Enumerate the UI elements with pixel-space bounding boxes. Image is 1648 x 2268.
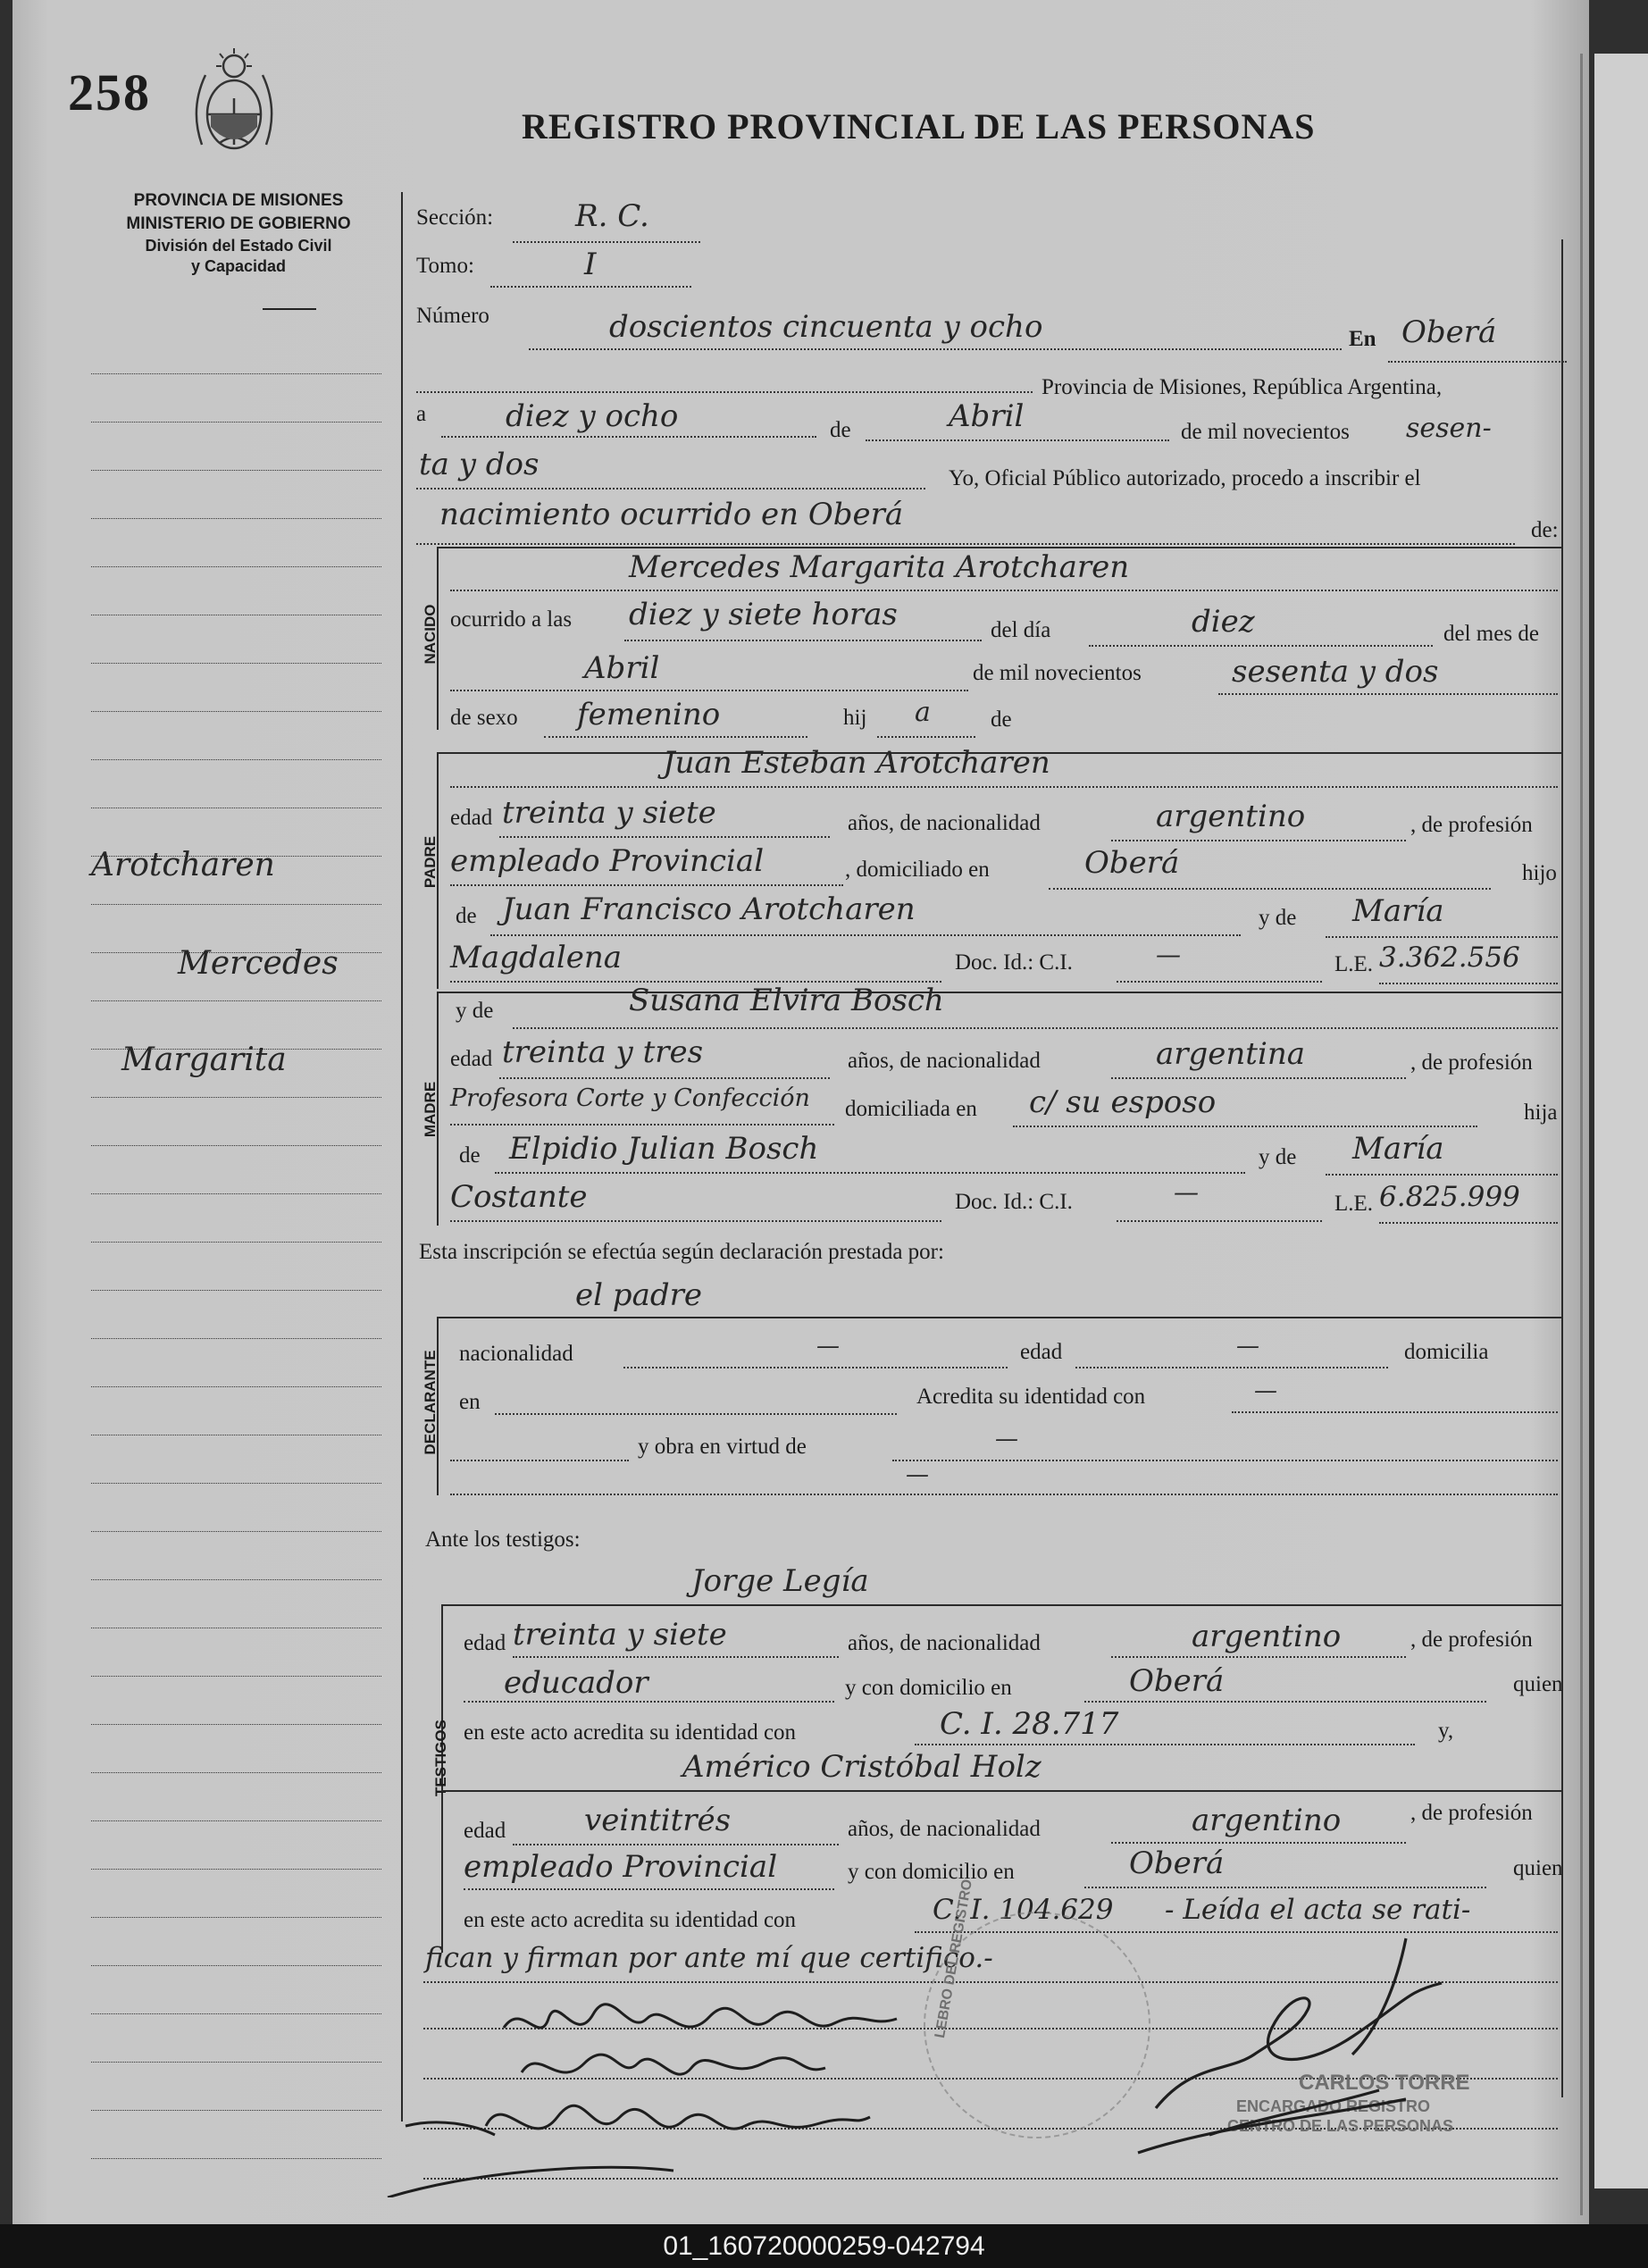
- madre-madre-line: [1326, 1174, 1558, 1176]
- padre-edad-value: treinta y siete: [502, 795, 716, 831]
- testigo2-nac-value: argentino: [1192, 1803, 1342, 1838]
- declarante-value: el padre: [575, 1277, 702, 1313]
- margin-ruled-line: [91, 1579, 381, 1580]
- testigo1-nombre-value: Jorge Legía: [691, 1563, 869, 1599]
- madre-doc-label: Doc. Id.: C.I.: [955, 1190, 1073, 1214]
- provincia-label: Provincia de Misiones, República Argentina,: [1042, 375, 1443, 399]
- padre-nac-line: [1111, 840, 1406, 841]
- declarante-extra-line: [450, 1494, 1558, 1495]
- testigo1-nac-line: [1111, 1656, 1406, 1658]
- seccion-label: Sección:: [416, 205, 494, 230]
- madre-nombre-line: [513, 1027, 1558, 1029]
- padre-nombre-value: Juan Esteban Arotcharen: [663, 745, 1050, 781]
- madre-edad-label: edad: [450, 1047, 493, 1071]
- margin-ruled-line: [91, 1917, 381, 1918]
- declarante-top-rule: [437, 1317, 1562, 1318]
- margin-ruled-line: [91, 1676, 381, 1677]
- margin-ruled-line: [91, 663, 381, 664]
- madre-madre2-line: [450, 1220, 941, 1222]
- testigo2-quien-label: quien: [1513, 1856, 1563, 1880]
- padre-nombre-line: [450, 786, 1558, 788]
- declarante-edad-line: [1075, 1367, 1388, 1368]
- anio-line: [416, 488, 925, 490]
- padre-padre-value: Juan Francisco Arotcharen: [502, 891, 916, 927]
- testigo2-nac-line: [1111, 1842, 1406, 1844]
- de2-label: de: [991, 707, 1012, 732]
- margin-ruled-line: [91, 422, 381, 423]
- de-mil-label: de mil novecientos: [1181, 420, 1350, 444]
- margin-ruled-line: [91, 759, 381, 760]
- declarante-nac-label: nacionalidad: [459, 1342, 573, 1366]
- margin-firstname: Mercedes: [178, 945, 339, 982]
- ministry-block: [91, 189, 386, 277]
- closing-line-1: - Leída el acta se rati-: [1165, 1894, 1471, 1926]
- del-mes-label: del mes de: [1443, 622, 1539, 646]
- margin-ruled-line: [91, 711, 381, 712]
- padre-dom-value: Oberá: [1084, 845, 1180, 881]
- ministry-line2: MINISTERIO DE GOBIERNO: [126, 214, 351, 233]
- madre-yde2-label: y de: [1259, 1145, 1297, 1169]
- testigo1-acredita-label: en este acto acredita su identidad con: [464, 1720, 797, 1745]
- testigo1-id-line: [915, 1744, 1415, 1745]
- margin-ruled-line: [91, 1483, 381, 1484]
- nacido-top-rule: [437, 547, 1562, 548]
- lugar-line: [1388, 361, 1567, 363]
- declarante-obra-dash: —: [995, 1426, 1018, 1452]
- testigo1-nac-value: argentino: [1192, 1619, 1342, 1654]
- padre-madre-value-2: Magdalena: [450, 940, 623, 975]
- tomo-label: Tomo:: [416, 254, 474, 278]
- margin-ruled-line: [91, 1820, 381, 1821]
- testigo1-dom-line: [1084, 1701, 1486, 1703]
- de-colon-label: de:: [1531, 518, 1559, 542]
- testigo2-prof-value: empleado Provincial: [464, 1849, 778, 1885]
- madre-prof-value: Profesora Corte y Confección: [450, 1084, 810, 1112]
- dia-line: [1089, 645, 1433, 647]
- padre-doc-label: Doc. Id.: C.I.: [955, 950, 1073, 975]
- del-dia-label: del día: [991, 618, 1051, 642]
- padre-prof-line: [450, 884, 843, 886]
- declaracion-label: Esta inscripción se efectúa según declaración prestada por:: [419, 1240, 944, 1264]
- ministry-rule: [263, 308, 316, 310]
- testigos-top-rule: [441, 1604, 1562, 1606]
- sexo-value: femenino: [577, 697, 721, 732]
- dia-value: diez: [1192, 604, 1255, 640]
- margin-surname: Arotcharen: [91, 847, 275, 883]
- padre-le-line: [1379, 983, 1558, 984]
- image-id-label: 01_160720000259-042794: [663, 2231, 985, 2261]
- margin-ruled-line: [91, 1869, 381, 1870]
- madre-ci-value: —: [1174, 1177, 1199, 1207]
- ocurrido-label: ocurrido a las: [450, 607, 573, 632]
- lugar-value: Oberá: [1401, 314, 1497, 350]
- testigo2-edad-label: edad: [464, 1819, 506, 1843]
- witness-signatures: [370, 1992, 924, 2197]
- page-gutter: [1580, 54, 1583, 2215]
- margin-ruled-line: [91, 2158, 381, 2159]
- testigos-side-label: TESTIGOS: [432, 1720, 449, 1796]
- madre-le-line: [1379, 1222, 1558, 1224]
- madre-hija-label: hija: [1524, 1101, 1558, 1125]
- padre-edad-label: edad: [450, 806, 493, 830]
- nacido-side-label: NACIDO: [422, 604, 439, 665]
- yo-oficial-label: Yo, Oficial Público autorizado, procedo a inscribir el: [949, 466, 1421, 490]
- declarante-side-label: DECLARANTE: [422, 1350, 439, 1455]
- declarante-obra-label: y obra en virtud de: [638, 1435, 807, 1459]
- footer-bar: [0, 2224, 1648, 2268]
- madre-nac-value: argentina: [1156, 1036, 1306, 1072]
- margin-ruled-line: [91, 1000, 381, 1001]
- tomo-line: [490, 286, 691, 288]
- testigo2-dom-label: y con domicilio en: [848, 1860, 1015, 1884]
- stamp-right-name: CARLOS TORRE: [1299, 2071, 1470, 2095]
- anio-nac-value: sesenta y dos: [1232, 654, 1439, 690]
- numero-line: [529, 348, 1342, 350]
- form-right-border: [1561, 239, 1563, 2097]
- hora-value: diez y siete horas: [629, 597, 898, 632]
- anio-nac-line: [1218, 693, 1558, 695]
- testigo1-prof-label: , de profesión: [1410, 1628, 1533, 1652]
- margin-ruled-line: [91, 1145, 381, 1146]
- testigo1-id-value: C. I. 28.717: [940, 1706, 1119, 1742]
- testigo2-acredita-label: en este acto acredita su identidad con: [464, 1908, 797, 1932]
- seccion-value: R. C.: [575, 198, 649, 234]
- padre-side-label: PADRE: [422, 835, 439, 889]
- margin-ruled-line: [91, 566, 381, 567]
- testigo2-dom-value: Oberá: [1129, 1845, 1225, 1881]
- margin-ruled-line: [91, 518, 381, 519]
- margin-ruled-line: [91, 904, 381, 905]
- ministry-line1: PROVINCIA DE MISIONES: [133, 191, 344, 210]
- ministry-line3: División del Estado Civil: [145, 237, 332, 255]
- declarante-nac-dash: —: [816, 1333, 840, 1360]
- madre-top-rule: [437, 992, 1562, 993]
- madre-prof-line: [450, 1124, 834, 1126]
- margin-ruled-line: [91, 1965, 381, 1966]
- anio-value-2: ta y dos: [419, 447, 540, 482]
- margin-ruled-line: [91, 1242, 381, 1243]
- margin-ruled-line: [91, 2013, 381, 2014]
- madre-le-label: L.E.: [1334, 1192, 1374, 1216]
- margin-ruled-line: [91, 1772, 381, 1773]
- declarante-extra-dash: —: [906, 1461, 929, 1488]
- margin-ruled-line: [91, 2110, 381, 2111]
- madre-madre-value-2: Costante: [450, 1179, 588, 1215]
- declarante-en-label: en: [459, 1390, 481, 1414]
- testigo1-prof-value: educador: [504, 1665, 648, 1701]
- testigo2-nombre-value: Américo Cristóbal Holz: [682, 1749, 1042, 1785]
- testigo1-dom-label: y con domicilio en: [845, 1676, 1012, 1700]
- margin-ruled-line: [91, 373, 381, 374]
- madre-madre-value-1: María: [1352, 1131, 1444, 1167]
- hora-line: [624, 640, 982, 641]
- de-label: de: [830, 418, 851, 442]
- a-label: a: [416, 402, 427, 426]
- facing-page-edge: [1594, 54, 1648, 2188]
- stamp-left-text: LEBRO DEL REGISTRO: [933, 1878, 976, 2039]
- padre-ci-line: [1117, 981, 1322, 983]
- padre-prof-label: , de profesión: [1410, 813, 1533, 837]
- testigo1-dom-value: Oberá: [1129, 1663, 1225, 1699]
- hij-label: hij: [843, 706, 867, 730]
- madre-yde-label: y de: [456, 999, 494, 1023]
- declarante-acredita-line: [1232, 1411, 1558, 1413]
- closing-line-2: fican y firman por ante mí que certifico.-: [425, 1942, 993, 1974]
- padre-nac-value: argentino: [1156, 799, 1306, 834]
- declarante-obra-line: [892, 1460, 1558, 1461]
- ministry-line4: y Capacidad: [190, 257, 287, 275]
- coat-of-arms-icon: [184, 46, 284, 163]
- testigo2-edad-line: [513, 1844, 839, 1845]
- declarante-nac-line: [623, 1367, 1008, 1368]
- madre-prof-label: , de profesión: [1410, 1050, 1533, 1075]
- margin-ruled-line: [91, 1724, 381, 1725]
- testigo2-edad-value: veintitrés: [584, 1803, 732, 1838]
- madre-ci-line: [1117, 1220, 1322, 1222]
- ante-testigos-label: Ante los testigos:: [425, 1527, 581, 1552]
- declarante-domicilia-label: domicilia: [1404, 1340, 1489, 1364]
- nombre-line: [450, 590, 1558, 591]
- padre-yde-label: y de: [1259, 906, 1297, 930]
- madre-dom-label: domiciliada en: [845, 1097, 977, 1121]
- madre-nac-label: años, de nacionalidad: [848, 1049, 1041, 1073]
- testigo1-prof-line: [464, 1701, 834, 1703]
- page-number: 258: [68, 63, 151, 121]
- declarante-edad-dash: —: [1236, 1333, 1259, 1360]
- testigo1-edad-label: edad: [464, 1631, 506, 1655]
- stamp-right-office: CENTRO DE LAS PERSONAS: [1227, 2117, 1454, 2135]
- padre-padre-line: [490, 934, 1241, 936]
- margin-ruled-line: [91, 1290, 381, 1291]
- madre-padre-value: Elpidio Julian Bosch: [509, 1131, 819, 1167]
- de-mil2-label: de mil novecientos: [973, 661, 1142, 685]
- en-label: En: [1349, 327, 1376, 351]
- margin-ruled-line: [91, 1386, 381, 1387]
- madre-dom-value: c/ su esposo: [1029, 1084, 1217, 1120]
- mes-line: [866, 439, 1169, 441]
- madre-nac-line: [1111, 1077, 1406, 1079]
- madre-padre-line: [495, 1172, 1245, 1174]
- declarante-acredita-dash: —: [1254, 1377, 1277, 1404]
- margin-ruled-line: [91, 470, 381, 471]
- padre-hijo-label: hijo: [1522, 861, 1557, 885]
- hij-line: [877, 736, 975, 738]
- madre-side-label: MADRE: [422, 1081, 439, 1138]
- madre-edad-value: treinta y tres: [502, 1034, 704, 1070]
- padre-dom-line: [1049, 888, 1491, 890]
- anio-value-1: sesen-: [1406, 413, 1492, 444]
- nombre-value: Mercedes Margarita Arotcharen: [629, 549, 1130, 585]
- padre-dom-label: , domiciliado en: [845, 858, 990, 882]
- document-title: REGISTRO PROVINCIAL DE LAS PERSONAS: [522, 106, 1316, 146]
- de-sexo-label: de sexo: [450, 706, 518, 730]
- official-signature: [1084, 1929, 1460, 2162]
- hecho-value: nacimiento ocurrido en Oberá: [439, 497, 904, 532]
- testigo1-edad-value: treinta y siete: [513, 1617, 727, 1653]
- form-left-border: [401, 192, 403, 2122]
- testigo1-edad-line: [513, 1656, 839, 1658]
- padre-ci-value: —: [1156, 940, 1181, 969]
- declarante-acredita-label: Acredita su identidad con: [916, 1385, 1146, 1409]
- sexo-line: [544, 736, 807, 738]
- madre-nombre-value: Susana Elvira Bosch: [629, 983, 944, 1018]
- declarante-obra-pre-line: [450, 1460, 629, 1461]
- padre-de-label: de: [456, 904, 477, 928]
- testigo2-prof-label: , de profesión: [1410, 1801, 1533, 1825]
- margin-ruled-line: [91, 1338, 381, 1339]
- madre-dom-line: [1013, 1126, 1477, 1127]
- padre-edad-line: [499, 836, 830, 838]
- margin-ruled-line: [91, 2062, 381, 2063]
- testigo1-y-label: y,: [1438, 1719, 1454, 1743]
- stamp-right-title: ENCARGADO REGISTRO: [1236, 2097, 1431, 2115]
- padre-le-value: 3.362.556: [1379, 942, 1520, 974]
- margin-ruled-line: [91, 1531, 381, 1532]
- mes-nac-value: Abril: [584, 650, 660, 686]
- testigo1-quien-label: quien: [1513, 1672, 1563, 1696]
- testigo2-prof-line: [464, 1888, 834, 1890]
- hij-suffix: a: [915, 697, 931, 728]
- testigo2-rule: [441, 1790, 1562, 1792]
- madre-edad-line: [499, 1077, 830, 1079]
- margin-middlename: Margarita: [121, 1042, 287, 1078]
- mes-nac-line: [450, 690, 968, 691]
- seccion-line: [513, 241, 700, 243]
- numero-label: Número: [416, 304, 489, 328]
- margin-ruled-line: [91, 1097, 381, 1098]
- padre-le-label: L.E.: [1334, 952, 1374, 976]
- declarante-edad-label: edad: [1020, 1340, 1063, 1364]
- tomo-value: I: [584, 247, 597, 282]
- madre-de-label: de: [459, 1143, 481, 1167]
- padre-nac-label: años, de nacionalidad: [848, 811, 1041, 835]
- testigo2-nac-label: años, de nacionalidad: [848, 1817, 1041, 1841]
- testigo2-dom-line: [1084, 1887, 1486, 1888]
- testigo1-nac-label: años, de nacionalidad: [848, 1631, 1041, 1655]
- padre-madre-value-1: María: [1352, 893, 1444, 929]
- testigo2-id-value: C. I. 104.629: [933, 1894, 1114, 1926]
- dia-texto-line: [441, 436, 816, 438]
- padre-prof-value: empleado Provincial: [450, 843, 765, 879]
- mes-value: Abril: [949, 398, 1025, 434]
- margin-ruled-line: [91, 1193, 381, 1194]
- numero-value: doscientos cincuenta y ocho: [609, 309, 1043, 345]
- hecho-line: [416, 543, 1515, 545]
- declarante-en-line: [495, 1413, 897, 1415]
- record-sheet: [13, 0, 1589, 2224]
- madre-le-value: 6.825.999: [1379, 1181, 1520, 1213]
- blank-line: [416, 391, 1033, 393]
- dia-texto-value: diez y ocho: [506, 398, 679, 434]
- padre-madre-line: [1326, 936, 1558, 938]
